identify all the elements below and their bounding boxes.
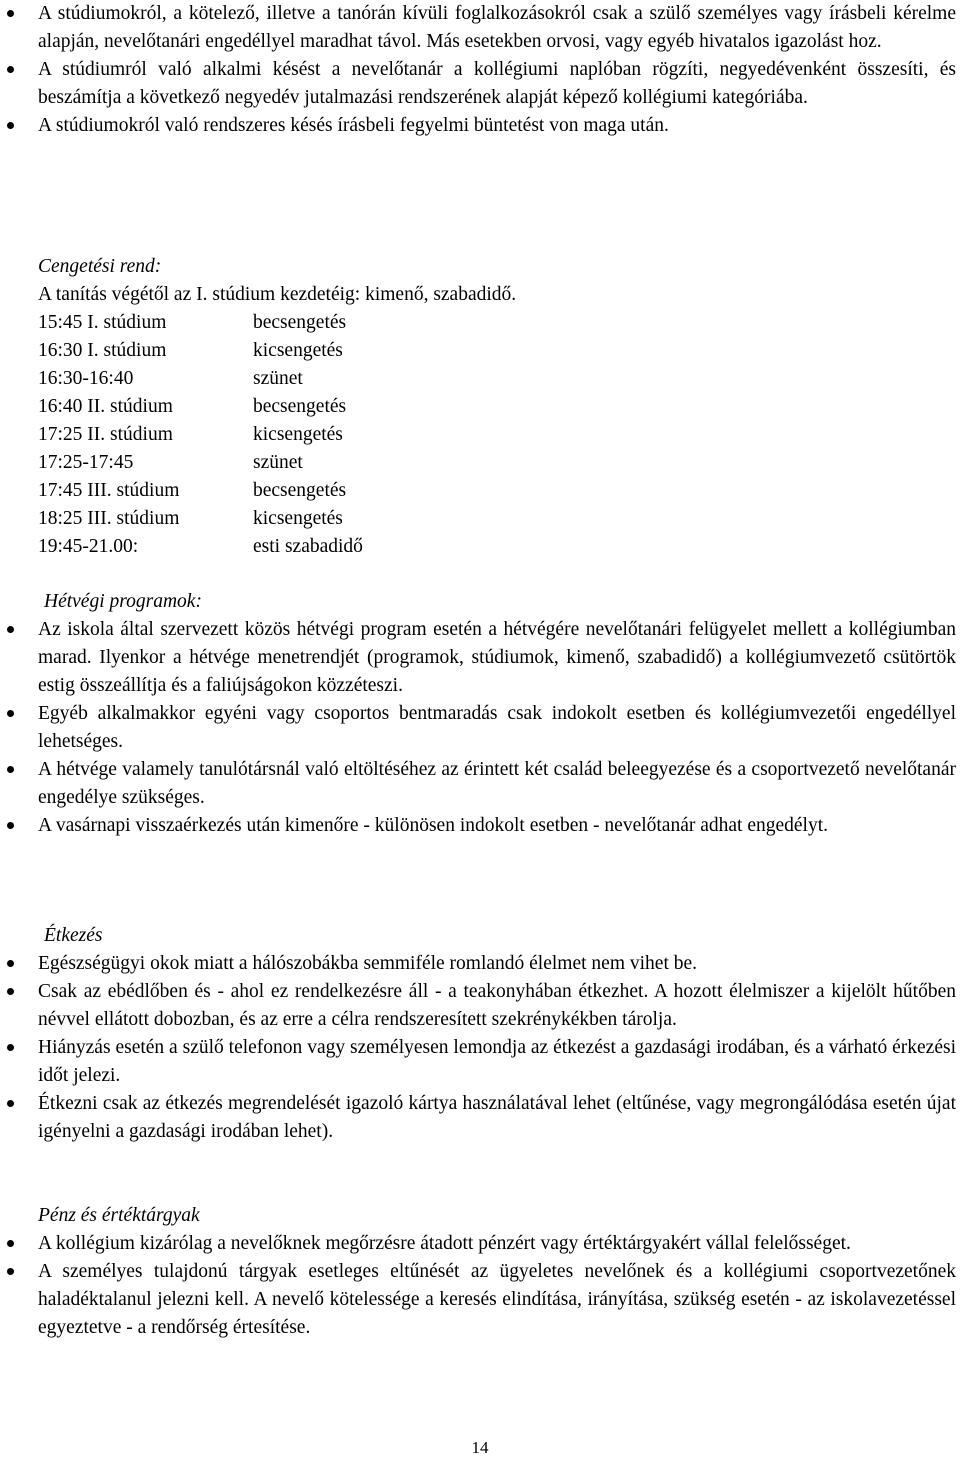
schedule-time: 18:25 III. stúdium bbox=[38, 508, 180, 529]
money-section bbox=[0, 1202, 960, 1342]
weekend-list bbox=[0, 616, 960, 840]
eating-title: Étkezés bbox=[44, 925, 103, 946]
schedule-event: kicsengetés bbox=[253, 424, 343, 445]
list-item: Hiányzás esetén a szülő telefonon vagy személyesen lemondja az étkezést a gazdasági irodában, és a várható érkezési időt jelezi. bbox=[0, 1034, 960, 1090]
list-item: A stúdiumról való alkalmi késést a nevelőtanár a kollégiumi naplóban rögzíti, negyedévenként összesíti, és beszámítja a következő negyedév jutalmazási rendszerének alapját képező kollégiumi kategóriába. bbox=[0, 56, 960, 112]
list-item: Csak az ebédlőben és - ahol ez rendelkezésre áll - a teakonyhában étkezhet. A hozott élelmiszer a kijelölt hűtőben névvel ellátott dobozban, és az erre a célra rendszeresített szekrénykékben tárolja. bbox=[0, 978, 960, 1034]
schedule-time: 16:40 II. stúdium bbox=[38, 396, 173, 417]
schedule-time: 16:30-16:40 bbox=[38, 368, 134, 389]
schedule-row bbox=[0, 337, 960, 365]
schedule-row bbox=[0, 449, 960, 477]
list-item: A személyes tulajdonú tárgyak esetleges eltűnését az ügyeletes nevelőnek és a kollégiumi csoportvezetőnek haladéktalanul jelezni kell. A nevelő kötelessége a keresés elindítása, irányítása, szükség esetén - az iskolavezetéssel egyeztetve - a rendőrség értesítése. bbox=[0, 1258, 960, 1342]
list-item: Egyéb alkalmakkor egyéni vagy csoportos bentmaradás csak indokolt esetben és kollégiumvezetői engedéllyel lehetséges. bbox=[0, 700, 960, 756]
page-number: 14 bbox=[471, 1438, 489, 1457]
schedule-event: esti szabadidő bbox=[253, 536, 363, 557]
money-list bbox=[0, 1230, 960, 1342]
bell-schedule-section bbox=[0, 253, 960, 561]
schedule-event: becsengetés bbox=[253, 480, 347, 501]
schedule-event: kicsengetés bbox=[253, 340, 343, 361]
schedule-time: 16:30 I. stúdium bbox=[38, 340, 167, 361]
list-item: A stúdiumokról való rendszeres késés írásbeli fegyelmi büntetést von maga után. bbox=[0, 112, 960, 140]
schedule-row bbox=[0, 393, 960, 421]
list-item: Egészségügyi okok miatt a hálószobákba semmiféle romlandó élelmet nem vihet be. bbox=[0, 950, 960, 978]
schedule-time: 17:25-17:45 bbox=[38, 452, 134, 473]
eating-section bbox=[0, 922, 960, 1146]
schedule-row bbox=[0, 365, 960, 393]
list-item: A hétvége valamely tanulótársnál való eltöltéséhez az érintett két család beleegyezése és a csoportvezető nevelőtanár engedélye szükséges. bbox=[0, 756, 960, 812]
eating-list bbox=[0, 950, 960, 1146]
list-item: Az iskola által szervezett közös hétvégi program esetén a hétvégére nevelőtanári felügyelet mellett a kollégiumban marad. Ilyenkor a hétvége menetrendjét (programok, stúdiumok, kimenő, szabadidő) a kollégiumvezető csütörtök estig összeállítja és a faliújságokon közzéteszi. bbox=[0, 616, 960, 700]
schedule-time: 17:45 III. stúdium bbox=[38, 480, 180, 501]
schedule-time: 15:45 I. stúdium bbox=[38, 312, 167, 333]
money-title: Pénz és értéktárgyak bbox=[38, 1205, 200, 1226]
schedule-event: szünet bbox=[253, 368, 303, 389]
schedule-row bbox=[0, 477, 960, 505]
list-item: A stúdiumokról, a kötelező, illetve a tanórán kívüli foglalkozásokról csak a szülő személyes vagy írásbeli kérelme alapján, nevelőtanári engedéllyel maradhat távol. Más esetekben orvosi, vagy egyéb hivatalos igazolást hoz. bbox=[0, 0, 960, 56]
weekend-title: Hétvégi programok: bbox=[44, 591, 202, 612]
schedule-event: becsengetés bbox=[253, 312, 347, 333]
bell-schedule-intro: A tanítás végétől az I. stúdium kezdetéig: kimenő, szabadidő. bbox=[38, 284, 517, 305]
schedule-row bbox=[0, 309, 960, 337]
bell-schedule-title: Cengetési rend: bbox=[38, 256, 162, 277]
intro-list bbox=[0, 0, 960, 140]
schedule-time: 17:25 II. stúdium bbox=[38, 424, 173, 445]
weekend-section bbox=[0, 588, 960, 840]
schedule-event: kicsengetés bbox=[253, 508, 343, 529]
schedule-time: 19:45-21.00: bbox=[38, 536, 139, 557]
list-item: Étkezni csak az étkezés megrendelését igazoló kártya használatával lehet (eltűnése, vagy megrongálódása esetén újat igényelni a gazdasági irodában lehet). bbox=[0, 1090, 960, 1146]
schedule-row bbox=[0, 533, 960, 561]
schedule-event: becsengetés bbox=[253, 396, 347, 417]
schedule-row bbox=[0, 421, 960, 449]
list-item: A kollégium kizárólag a nevelőknek megőrzésre átadott pénzért vagy értéktárgyakért vállal felelősséget. bbox=[0, 1230, 960, 1258]
schedule-row bbox=[0, 505, 960, 533]
list-item: A vasárnapi visszaérkezés után kimenőre - különösen indokolt esetben - nevelőtanár adhat engedélyt. bbox=[0, 812, 960, 840]
schedule-event: szünet bbox=[253, 452, 303, 473]
